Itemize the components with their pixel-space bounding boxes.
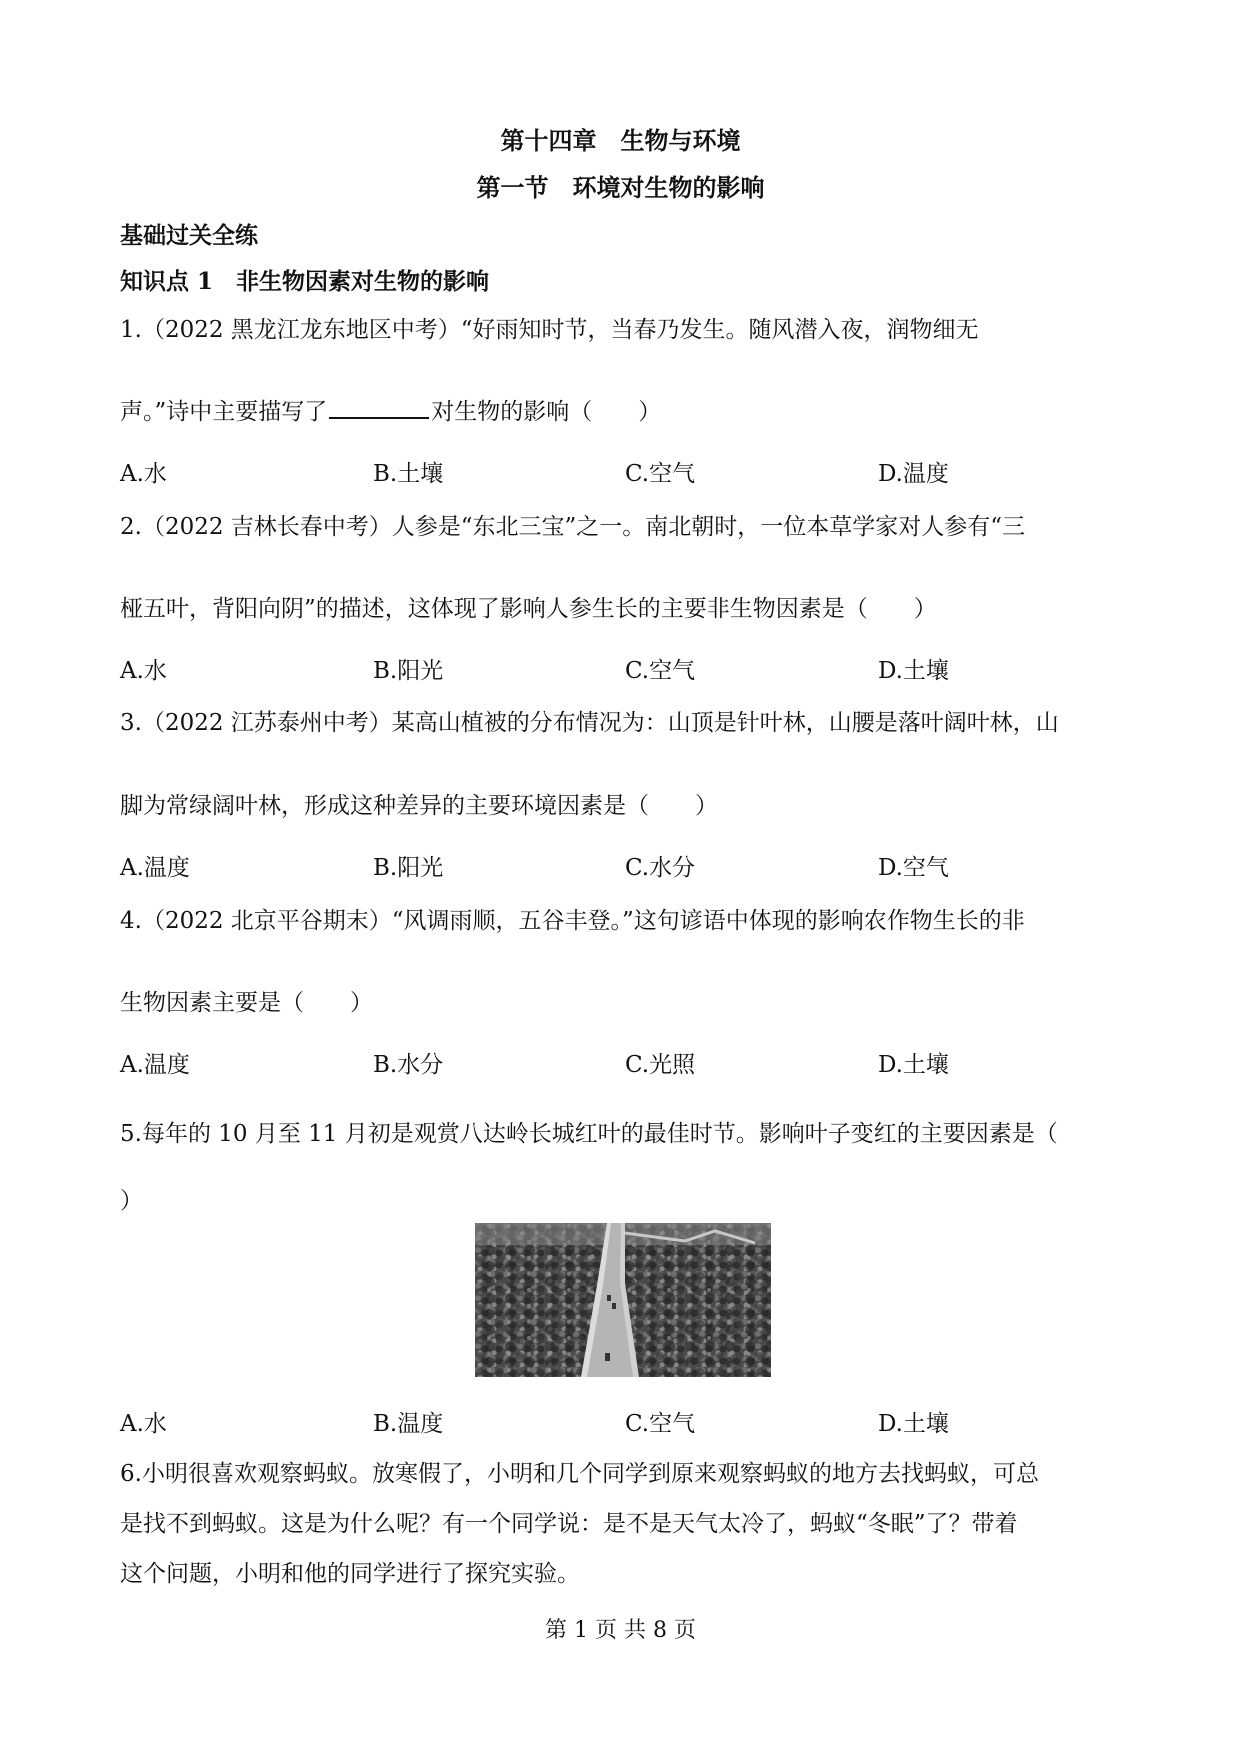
question-4-line-1: 4.（2022 北京平谷期末）“风调雨顺，五谷丰登。”这句谚语中体现的影响农作物生长的非: [120, 908, 1025, 934]
question-4-option-a: A.温度: [120, 1052, 190, 1078]
great-wall-photo-illustration: [475, 1223, 771, 1377]
question-3-option-c: C.水分: [625, 855, 696, 881]
question-1-line-1: 1.（2022 黑龙江龙东地区中考）“好雨知时节，当春乃发生。随风潜入夜，润物细无: [120, 317, 979, 343]
question-5-option-d: D.土壤: [878, 1411, 949, 1437]
question-3-line-1: 3.（2022 江苏泰州中考）某高山植被的分布情况为：山顶是针叶林，山腰是落叶阔叶林，山: [120, 710, 1059, 736]
question-1-option-d: D.温度: [878, 461, 949, 487]
question-6-line-1: 6.小明很喜欢观察蚂蚁。放寒假了，小明和几个同学到原来观察蚂蚁的地方去找蚂蚁，可总: [120, 1461, 1039, 1487]
knowledge-point-heading: 知识点 1 非生物因素对生物的影响: [120, 268, 490, 295]
question-1-option-c: C.空气: [625, 461, 696, 487]
question-2-option-c: C.空气: [625, 658, 696, 684]
question-5-option-b: B.温度: [373, 1411, 444, 1437]
question-1-option-a: A.水: [120, 461, 167, 487]
question-2-option-d: D.土壤: [878, 658, 949, 684]
question-1-text-after-blank: 对生物的影响（ ）: [431, 399, 662, 425]
chapter-title: 第十四章 生物与环境: [500, 126, 741, 155]
question-4-option-d: D.土壤: [878, 1052, 949, 1078]
question-1-option-b: B.土壤: [373, 461, 444, 487]
question-6-line-3: 这个问题，小明和他的同学进行了探究实验。: [120, 1561, 580, 1587]
question-2-option-b: B.阳光: [373, 658, 444, 684]
question-3-option-b: B.阳光: [373, 855, 444, 881]
question-4-option-b: B.水分: [373, 1052, 444, 1078]
question-6-line-2: 是找不到蚂蚁。这是为什么呢？有一个同学说：是不是天气太冷了，蚂蚁“冬眠”了？带着: [120, 1511, 1018, 1537]
question-3-option-d: D.空气: [878, 855, 949, 881]
section-title: 第一节 环境对生物的影响: [476, 173, 765, 202]
question-5-option-c: C.空气: [625, 1411, 696, 1437]
answer-blank: [329, 399, 429, 419]
question-5-option-a: A.水: [120, 1411, 167, 1437]
question-3-line-2: 脚为常绿阔叶林，形成这种差异的主要环境因素是（ ）: [120, 793, 718, 819]
question-2-option-a: A.水: [120, 658, 167, 684]
question-4-line-2: 生物因素主要是（ ）: [120, 990, 373, 1016]
question-1-text-before-blank: 声。”诗中主要描写了: [120, 399, 328, 425]
practice-title: 基础过关全练: [120, 222, 258, 249]
question-1-line-2: [120, 393, 661, 426]
page-footer: 第 1 页 共 8 页: [545, 1618, 696, 1643]
question-2-line-2: 桠五叶，背阳向阴”的描述，这体现了影响人参生长的主要非生物因素是（ ）: [120, 596, 937, 622]
question-5-line-1: 5.每年的 10 月至 11 月初是观赏八达岭长城红叶的最佳时节。影响叶子变红的主要因素是（: [120, 1121, 1058, 1147]
question-5-line-2: ）: [120, 1188, 143, 1214]
question-3-option-a: A.温度: [120, 855, 190, 881]
question-2-line-1: 2.（2022 吉林长春中考）人参是“东北三宝”之一。南北朝时，一位本草学家对人参有“三: [120, 514, 1026, 540]
question-4-option-c: C.光照: [625, 1052, 696, 1078]
great-wall-photo: [475, 1223, 771, 1377]
